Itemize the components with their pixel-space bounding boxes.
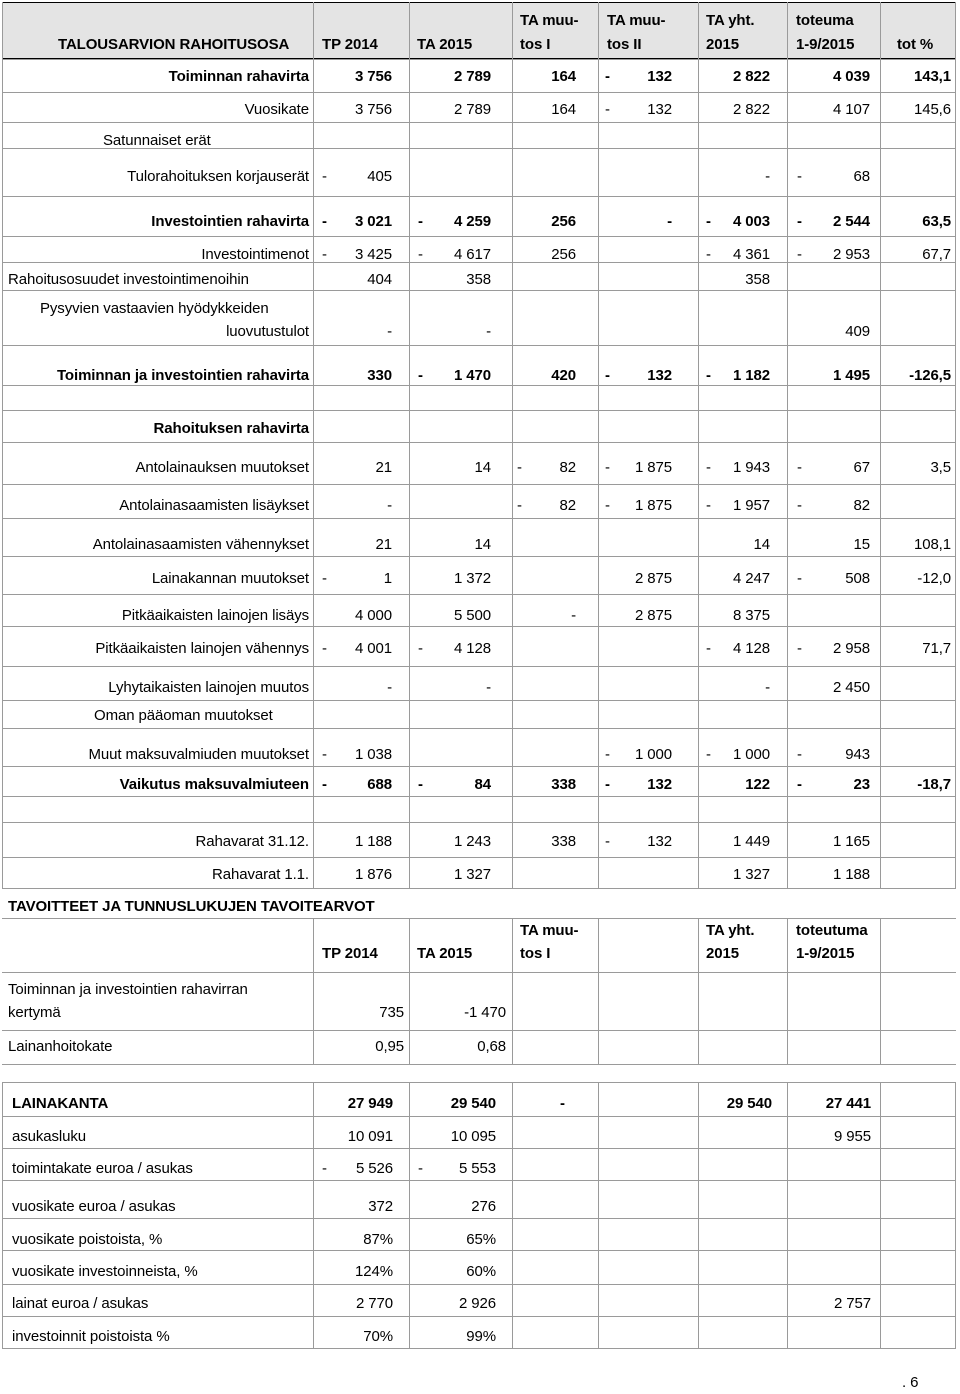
column-divider bbox=[409, 1082, 410, 1348]
column-header: TA yht. bbox=[706, 922, 755, 939]
row-label: Rahavarat 1.1. bbox=[212, 866, 309, 883]
cell-value: 124% bbox=[355, 1263, 393, 1280]
column-divider bbox=[698, 918, 699, 1064]
cell-value: 122 bbox=[745, 776, 770, 793]
cell-value: 405 bbox=[367, 168, 392, 185]
cell-value: - bbox=[765, 679, 770, 696]
minus-sign: - bbox=[418, 1160, 423, 1177]
cell-value: 1 327 bbox=[453, 866, 491, 883]
row-label: Toiminnan ja investointien rahavirran bbox=[8, 981, 248, 998]
column-divider bbox=[598, 59, 599, 888]
header-divider bbox=[409, 2, 410, 59]
minus-sign: - bbox=[418, 367, 423, 384]
row-separator bbox=[2, 59, 956, 60]
row-label: vuosikate poistoista, % bbox=[12, 1231, 163, 1248]
row-label: Muut maksuvalmiuden muutokset bbox=[88, 746, 309, 763]
row-separator bbox=[2, 666, 956, 667]
header-divider bbox=[955, 2, 956, 59]
cell-value: 2 450 bbox=[832, 679, 870, 696]
cell-value: 82 bbox=[559, 459, 576, 476]
minus-sign: - bbox=[517, 497, 522, 514]
row-label: Vaikutus maksuvalmiuteen bbox=[119, 776, 309, 793]
cell-value: 3,5 bbox=[930, 459, 951, 476]
column-divider bbox=[787, 59, 788, 888]
row-separator bbox=[2, 626, 956, 627]
cell-value: 67 bbox=[853, 459, 870, 476]
row-separator bbox=[2, 442, 956, 443]
row-label: Lainanhoitokate bbox=[8, 1038, 113, 1055]
cell-value: 4 128 bbox=[732, 640, 770, 657]
row-separator bbox=[2, 484, 956, 485]
cell-value: 2 953 bbox=[832, 246, 870, 263]
cell-value: 99% bbox=[466, 1328, 496, 1345]
cell-value: 5 500 bbox=[453, 607, 491, 624]
minus-sign: - bbox=[605, 833, 610, 850]
cell-value: 10 095 bbox=[450, 1128, 496, 1145]
cell-value: 4 617 bbox=[453, 246, 491, 263]
row-label: Lyhytaikaisten lainojen muutos bbox=[108, 679, 309, 696]
cell-value: 132 bbox=[647, 68, 672, 85]
column-divider bbox=[698, 1082, 699, 1348]
cell-value: 164 bbox=[551, 101, 576, 118]
cell-value: 84 bbox=[474, 776, 491, 793]
cell-value: 1 038 bbox=[354, 746, 392, 763]
minus-sign: - bbox=[706, 459, 711, 476]
row-label: Satunnaiset erät bbox=[103, 132, 211, 149]
row-label: Toiminnan rahavirta bbox=[168, 68, 309, 85]
cell-value: 330 bbox=[367, 367, 392, 384]
minus-sign: - bbox=[797, 640, 802, 657]
minus-sign: - bbox=[797, 497, 802, 514]
cell-value: 2 958 bbox=[832, 640, 870, 657]
row-label: lainat euroa / asukas bbox=[12, 1295, 149, 1312]
column-header: TP 2014 bbox=[322, 36, 378, 53]
cell-value: 70% bbox=[363, 1328, 393, 1345]
column-divider bbox=[955, 1082, 956, 1348]
row-label: Investointien rahavirta bbox=[151, 213, 309, 230]
cell-value: 338 bbox=[551, 833, 576, 850]
cell-value: 1 875 bbox=[634, 459, 672, 476]
cell-value: 108,1 bbox=[913, 536, 951, 553]
row-separator bbox=[2, 728, 956, 729]
column-divider bbox=[2, 1082, 3, 1348]
column-header: tot % bbox=[897, 36, 934, 53]
cell-value: 372 bbox=[368, 1198, 393, 1215]
column-divider bbox=[787, 1082, 788, 1348]
row-separator bbox=[2, 766, 956, 767]
row-separator bbox=[2, 556, 956, 557]
minus-sign: - bbox=[706, 746, 711, 763]
minus-sign: - bbox=[797, 213, 802, 230]
row-separator bbox=[2, 1082, 956, 1083]
column-divider bbox=[409, 59, 410, 888]
cell-value: 4 107 bbox=[832, 101, 870, 118]
row-separator bbox=[2, 796, 956, 797]
minus-sign: - bbox=[418, 640, 423, 657]
cell-value: 338 bbox=[551, 776, 576, 793]
row-separator bbox=[2, 518, 956, 519]
header-divider bbox=[787, 2, 788, 59]
cell-value: 14 bbox=[753, 536, 770, 553]
minus-sign: - bbox=[797, 570, 802, 587]
column-header: TA muu- bbox=[607, 12, 666, 29]
row-separator bbox=[2, 857, 956, 858]
cell-value: 2 544 bbox=[832, 213, 870, 230]
cell-value: 1 372 bbox=[453, 570, 491, 587]
minus-sign: - bbox=[418, 213, 423, 230]
row-label: Antolainasaamisten lisäykset bbox=[119, 497, 309, 514]
row-label: kertymä bbox=[8, 1004, 61, 1021]
row-label: Antolainasaamisten vähennykset bbox=[92, 536, 309, 553]
column-divider bbox=[598, 1082, 599, 1348]
cell-value: - bbox=[486, 679, 491, 696]
header-divider bbox=[2, 2, 3, 59]
row-separator bbox=[2, 594, 956, 595]
column-header: tos I bbox=[520, 945, 551, 962]
cell-value: 2 770 bbox=[355, 1295, 393, 1312]
minus-sign: - bbox=[322, 1160, 327, 1177]
cell-value: 2 822 bbox=[732, 68, 770, 85]
main-table-title: TALOUSARVION RAHOITUSOSA bbox=[58, 36, 290, 53]
minus-sign: - bbox=[706, 640, 711, 657]
cell-value: 2 875 bbox=[634, 570, 672, 587]
cell-value: 3 756 bbox=[354, 68, 392, 85]
row-label: asukasluku bbox=[12, 1128, 87, 1145]
cell-value: 1 449 bbox=[732, 833, 770, 850]
column-divider bbox=[313, 1082, 314, 1348]
row-separator bbox=[2, 700, 956, 701]
cell-value: 27 441 bbox=[825, 1095, 871, 1112]
row-label: Rahavarat 31.12. bbox=[195, 833, 309, 850]
column-header: TA muu- bbox=[520, 12, 579, 29]
cell-value: 3 756 bbox=[354, 101, 392, 118]
cell-value: 5 553 bbox=[458, 1160, 496, 1177]
row-label: Rahoitusosuudet investointimenoihin bbox=[8, 271, 249, 288]
cell-value: 4 247 bbox=[732, 570, 770, 587]
minus-sign: - bbox=[418, 246, 423, 263]
row-separator bbox=[2, 1250, 956, 1251]
row-label: Toiminnan ja investointien rahavirta bbox=[56, 367, 309, 384]
column-header: toteutuma bbox=[796, 922, 868, 939]
column-header: tos II bbox=[607, 36, 642, 53]
column-header: 1-9/2015 bbox=[796, 945, 855, 962]
row-label: vuosikate euroa / asukas bbox=[12, 1198, 176, 1215]
cell-value: 4 003 bbox=[732, 213, 770, 230]
row-label: Vuosikate bbox=[244, 101, 309, 118]
column-header: 2015 bbox=[706, 36, 739, 53]
cell-value: 5 526 bbox=[355, 1160, 393, 1177]
minus-sign: - bbox=[797, 246, 802, 263]
row-label: Pitkäaikaisten lainojen vähennys bbox=[95, 640, 309, 657]
cell-value: 27 949 bbox=[347, 1095, 393, 1112]
cell-value: 8 375 bbox=[732, 607, 770, 624]
cell-value: 68 bbox=[853, 168, 870, 185]
cell-value: 1 243 bbox=[453, 833, 491, 850]
cell-value: 60% bbox=[466, 1263, 496, 1280]
row-separator bbox=[2, 1284, 956, 1285]
row-separator bbox=[2, 1218, 956, 1219]
cell-value: 132 bbox=[647, 833, 672, 850]
cell-value: 4 259 bbox=[453, 213, 491, 230]
column-header: TP 2014 bbox=[322, 945, 378, 962]
cell-value: 4 039 bbox=[832, 68, 870, 85]
cell-value: - bbox=[560, 1095, 565, 1112]
minus-sign: - bbox=[322, 168, 327, 185]
cell-value: 132 bbox=[647, 776, 672, 793]
cell-value: 132 bbox=[647, 367, 672, 384]
cell-value: 4 000 bbox=[354, 607, 392, 624]
cell-value: 409 bbox=[845, 323, 870, 340]
row-separator bbox=[2, 1316, 956, 1317]
cell-value: 14 bbox=[474, 536, 491, 553]
row-label: Antolainauksen muutokset bbox=[135, 459, 309, 476]
column-divider bbox=[313, 918, 314, 1064]
minus-sign: - bbox=[797, 459, 802, 476]
cell-value: 358 bbox=[745, 271, 770, 288]
cell-value: 1 165 bbox=[832, 833, 870, 850]
cell-value: -126,5 bbox=[909, 367, 951, 384]
cell-value: 82 bbox=[853, 497, 870, 514]
row-separator bbox=[2, 345, 956, 346]
column-divider bbox=[409, 918, 410, 1064]
row-label: Pitkäaikaisten lainojen lisäys bbox=[121, 607, 309, 624]
minus-sign: - bbox=[706, 246, 711, 263]
cell-value: 29 540 bbox=[450, 1095, 496, 1112]
column-divider bbox=[2, 59, 3, 888]
cell-value: 1 000 bbox=[634, 746, 672, 763]
cell-value: 29 540 bbox=[726, 1095, 772, 1112]
minus-sign: - bbox=[605, 776, 610, 793]
column-header: tos I bbox=[520, 36, 551, 53]
header-divider bbox=[880, 2, 881, 59]
row-separator bbox=[2, 1348, 956, 1349]
cell-value: 132 bbox=[647, 101, 672, 118]
cell-value: 65% bbox=[466, 1231, 496, 1248]
cell-value: 2 789 bbox=[453, 101, 491, 118]
minus-sign: - bbox=[797, 168, 802, 185]
cell-value: 4 001 bbox=[354, 640, 392, 657]
cell-value: 14 bbox=[474, 459, 491, 476]
minus-sign: - bbox=[706, 497, 711, 514]
minus-sign: - bbox=[322, 213, 327, 230]
page-number: . 6 bbox=[902, 1374, 919, 1391]
row-label: LAINAKANTA bbox=[12, 1095, 109, 1112]
cell-value: 21 bbox=[375, 536, 392, 553]
column-divider bbox=[955, 59, 956, 888]
minus-sign: - bbox=[322, 776, 327, 793]
column-divider bbox=[512, 59, 513, 888]
minus-sign: - bbox=[605, 68, 610, 85]
cell-value: 276 bbox=[471, 1198, 496, 1215]
column-divider bbox=[880, 918, 881, 1064]
column-header: TA 2015 bbox=[417, 36, 473, 53]
row-separator bbox=[2, 196, 956, 197]
cell-value: - bbox=[387, 323, 392, 340]
row-separator bbox=[2, 122, 956, 123]
minus-sign: - bbox=[605, 497, 610, 514]
minus-sign: - bbox=[605, 459, 610, 476]
cell-value: 1 876 bbox=[354, 866, 392, 883]
cell-value: 2 822 bbox=[732, 101, 770, 118]
cell-value: 3 425 bbox=[354, 246, 392, 263]
row-separator bbox=[2, 1116, 956, 1117]
row-separator bbox=[2, 972, 956, 973]
cell-value: 1 957 bbox=[732, 497, 770, 514]
header-divider bbox=[313, 2, 314, 59]
cell-value: 256 bbox=[551, 246, 576, 263]
column-header: 1-9/2015 bbox=[796, 36, 855, 53]
cell-value: 256 bbox=[551, 213, 576, 230]
cell-value: - bbox=[765, 168, 770, 185]
minus-sign: - bbox=[605, 101, 610, 118]
cell-value: 2 789 bbox=[453, 68, 491, 85]
column-header: TA yht. bbox=[706, 12, 755, 29]
row-label: luovutustulot bbox=[226, 323, 309, 340]
row-separator bbox=[2, 888, 956, 889]
minus-sign: - bbox=[322, 246, 327, 263]
minus-sign: - bbox=[706, 367, 711, 384]
column-header: 2015 bbox=[706, 945, 739, 962]
cell-value: 0,95 bbox=[375, 1038, 404, 1055]
cell-value: -18,7 bbox=[917, 776, 951, 793]
column-header: TA muu- bbox=[520, 922, 579, 939]
row-separator bbox=[2, 290, 956, 291]
cell-value: 82 bbox=[559, 497, 576, 514]
row-label: Lainakannan muutokset bbox=[151, 570, 309, 587]
header-divider bbox=[598, 2, 599, 59]
cell-value: 508 bbox=[845, 570, 870, 587]
row-separator bbox=[2, 92, 956, 93]
header-top-border bbox=[2, 2, 956, 3]
cell-value: 23 bbox=[853, 776, 870, 793]
minus-sign: - bbox=[322, 640, 327, 657]
row-label: vuosikate investoinneista, % bbox=[12, 1263, 198, 1280]
row-separator bbox=[2, 1180, 956, 1181]
row-label: Tulorahoituksen korjauserät bbox=[127, 168, 309, 185]
cell-value: 2 875 bbox=[634, 607, 672, 624]
cell-value: 1 943 bbox=[732, 459, 770, 476]
column-divider bbox=[787, 918, 788, 1064]
cell-value: 1 875 bbox=[634, 497, 672, 514]
row-separator bbox=[2, 1030, 956, 1031]
column-divider bbox=[598, 918, 599, 1064]
minus-sign: - bbox=[605, 367, 610, 384]
row-label: Pysyvien vastaavien hyödykkeiden bbox=[40, 300, 269, 317]
row-label: Oman pääoman muutokset bbox=[94, 707, 273, 724]
cell-value: - bbox=[667, 213, 672, 230]
cell-value: 358 bbox=[466, 271, 491, 288]
column-divider bbox=[313, 59, 314, 888]
cell-value: - bbox=[387, 497, 392, 514]
minus-sign: - bbox=[322, 570, 327, 587]
cell-value: 943 bbox=[845, 746, 870, 763]
cell-value: 2 757 bbox=[833, 1295, 871, 1312]
cell-value: 1 470 bbox=[453, 367, 491, 384]
cell-value: 1 495 bbox=[832, 367, 870, 384]
header-divider bbox=[512, 2, 513, 59]
cell-value: 143,1 bbox=[913, 68, 951, 85]
column-header: toteuma bbox=[796, 12, 854, 29]
cell-value: 735 bbox=[379, 1004, 404, 1021]
column-divider bbox=[880, 1082, 881, 1348]
column-divider bbox=[512, 918, 513, 1064]
cell-value: 10 091 bbox=[347, 1128, 393, 1145]
cell-value: - bbox=[571, 607, 576, 624]
cell-value: 1 182 bbox=[732, 367, 770, 384]
column-header: TA 2015 bbox=[417, 945, 473, 962]
cell-value: 1 000 bbox=[732, 746, 770, 763]
cell-value: 63,5 bbox=[922, 213, 951, 230]
cell-value: -1 470 bbox=[464, 1004, 506, 1021]
cell-value: -12,0 bbox=[917, 570, 951, 587]
cell-value: 164 bbox=[551, 68, 576, 85]
row-separator bbox=[2, 918, 956, 919]
cell-value: 1 327 bbox=[732, 866, 770, 883]
minus-sign: - bbox=[322, 746, 327, 763]
row-label: investoinnit poistoista % bbox=[12, 1328, 170, 1345]
minus-sign: - bbox=[797, 746, 802, 763]
targets-title: TAVOITTEET JA TUNNUSLUKUJEN TAVOITEARVOT bbox=[8, 898, 375, 915]
cell-value: 87% bbox=[363, 1231, 393, 1248]
row-separator bbox=[2, 236, 956, 237]
cell-value: 9 955 bbox=[833, 1128, 871, 1145]
row-label: Rahoituksen rahavirta bbox=[153, 420, 309, 437]
header-divider bbox=[698, 2, 699, 59]
row-separator bbox=[2, 385, 956, 386]
cell-value: 0,68 bbox=[477, 1038, 506, 1055]
cell-value: 1 188 bbox=[354, 833, 392, 850]
cell-value: 1 188 bbox=[832, 866, 870, 883]
minus-sign: - bbox=[517, 459, 522, 476]
column-divider bbox=[512, 1082, 513, 1348]
cell-value: 4 128 bbox=[453, 640, 491, 657]
cell-value: 1 bbox=[383, 570, 392, 587]
row-separator bbox=[2, 1064, 956, 1065]
cell-value: 688 bbox=[367, 776, 392, 793]
row-separator bbox=[2, 410, 956, 411]
cell-value: 420 bbox=[551, 367, 576, 384]
cell-value: 15 bbox=[853, 536, 870, 553]
column-divider bbox=[698, 59, 699, 888]
cell-value: 2 926 bbox=[458, 1295, 496, 1312]
column-divider bbox=[880, 59, 881, 888]
row-separator bbox=[2, 1148, 956, 1149]
minus-sign: - bbox=[797, 776, 802, 793]
row-label: toimintakate euroa / asukas bbox=[12, 1160, 193, 1177]
cell-value: 404 bbox=[367, 271, 392, 288]
minus-sign: - bbox=[706, 213, 711, 230]
row-label: Investointimenot bbox=[201, 246, 309, 263]
cell-value: 4 361 bbox=[732, 246, 770, 263]
cell-value: - bbox=[387, 679, 392, 696]
minus-sign: - bbox=[418, 776, 423, 793]
cell-value: 67,7 bbox=[922, 246, 951, 263]
cell-value: 21 bbox=[375, 459, 392, 476]
cell-value: 145,6 bbox=[913, 101, 951, 118]
cell-value: 3 021 bbox=[354, 213, 392, 230]
minus-sign: - bbox=[605, 746, 610, 763]
cell-value: - bbox=[486, 323, 491, 340]
row-separator bbox=[2, 822, 956, 823]
cell-value: 71,7 bbox=[922, 640, 951, 657]
